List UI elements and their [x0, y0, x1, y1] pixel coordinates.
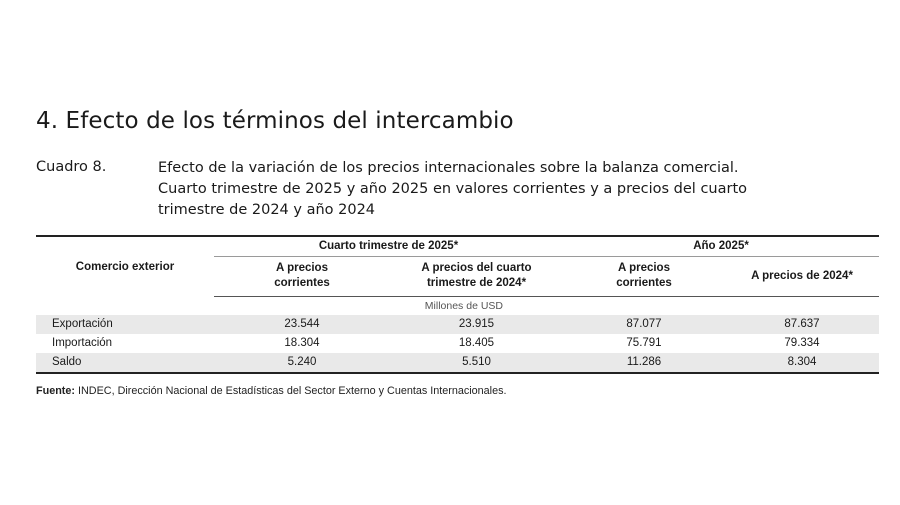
- trade-table: [36, 235, 879, 374]
- caption-line: trimestre de 2024 y año 2024: [158, 202, 376, 218]
- table-cell: 87.637: [725, 315, 879, 334]
- group-header-year-2025: Año 2025*: [563, 236, 879, 256]
- source-note: [36, 385, 506, 397]
- column-header: A precios corrientes: [563, 256, 725, 296]
- table-cell: 23.544: [214, 315, 390, 334]
- caption-line: Cuarto trimestre de 2025 y año 2025 en valores corrientes y a precios del cuarto: [158, 181, 748, 197]
- group-header-q4-2025: Cuarto trimestre de 2025*: [214, 236, 563, 256]
- table-cell: 5.510: [390, 353, 563, 373]
- column-header: A precios del cuarto trimestre de 2024*: [390, 256, 563, 296]
- unit-label: Millones de USD: [424, 299, 503, 312]
- table-cell: 18.405: [458, 337, 495, 349]
- row-label: Exportación: [36, 315, 214, 334]
- table-cell: 11.286: [563, 353, 725, 373]
- row-header-cell: Comercio exterior: [36, 236, 214, 296]
- table-cell: 18.304: [284, 337, 320, 349]
- source-text: INDEC, Dirección Nacional de Estadísticas del Sector Externo y Cuentas Internacionales.: [75, 385, 507, 397]
- column-header: A precios de 2024*: [725, 256, 879, 296]
- table-number: Cuadro 8.: [36, 159, 107, 175]
- table-cell: 5.240: [214, 353, 390, 373]
- table-row: [36, 315, 879, 334]
- table-cell: 23.915: [390, 315, 563, 334]
- row-label: Importación: [52, 337, 113, 349]
- row-label: Saldo: [36, 353, 214, 373]
- table-cell: 79.334: [784, 337, 820, 349]
- caption-line: Efecto de la variación de los precios internacionales sobre la balanza comercial.: [158, 160, 739, 176]
- table-cell: 75.791: [626, 337, 662, 349]
- column-header: A precios corrientes: [214, 256, 390, 296]
- section-title: 4. Efecto de los términos del intercambio: [36, 108, 514, 134]
- table-caption: [158, 158, 858, 221]
- table-group-header-row: [36, 236, 879, 256]
- source-label: Fuente:: [36, 385, 75, 397]
- table-row: [36, 353, 879, 373]
- table-row: [36, 334, 879, 353]
- table-cell: 87.077: [563, 315, 725, 334]
- table-cell: 8.304: [725, 353, 879, 373]
- unit-row: [36, 296, 879, 315]
